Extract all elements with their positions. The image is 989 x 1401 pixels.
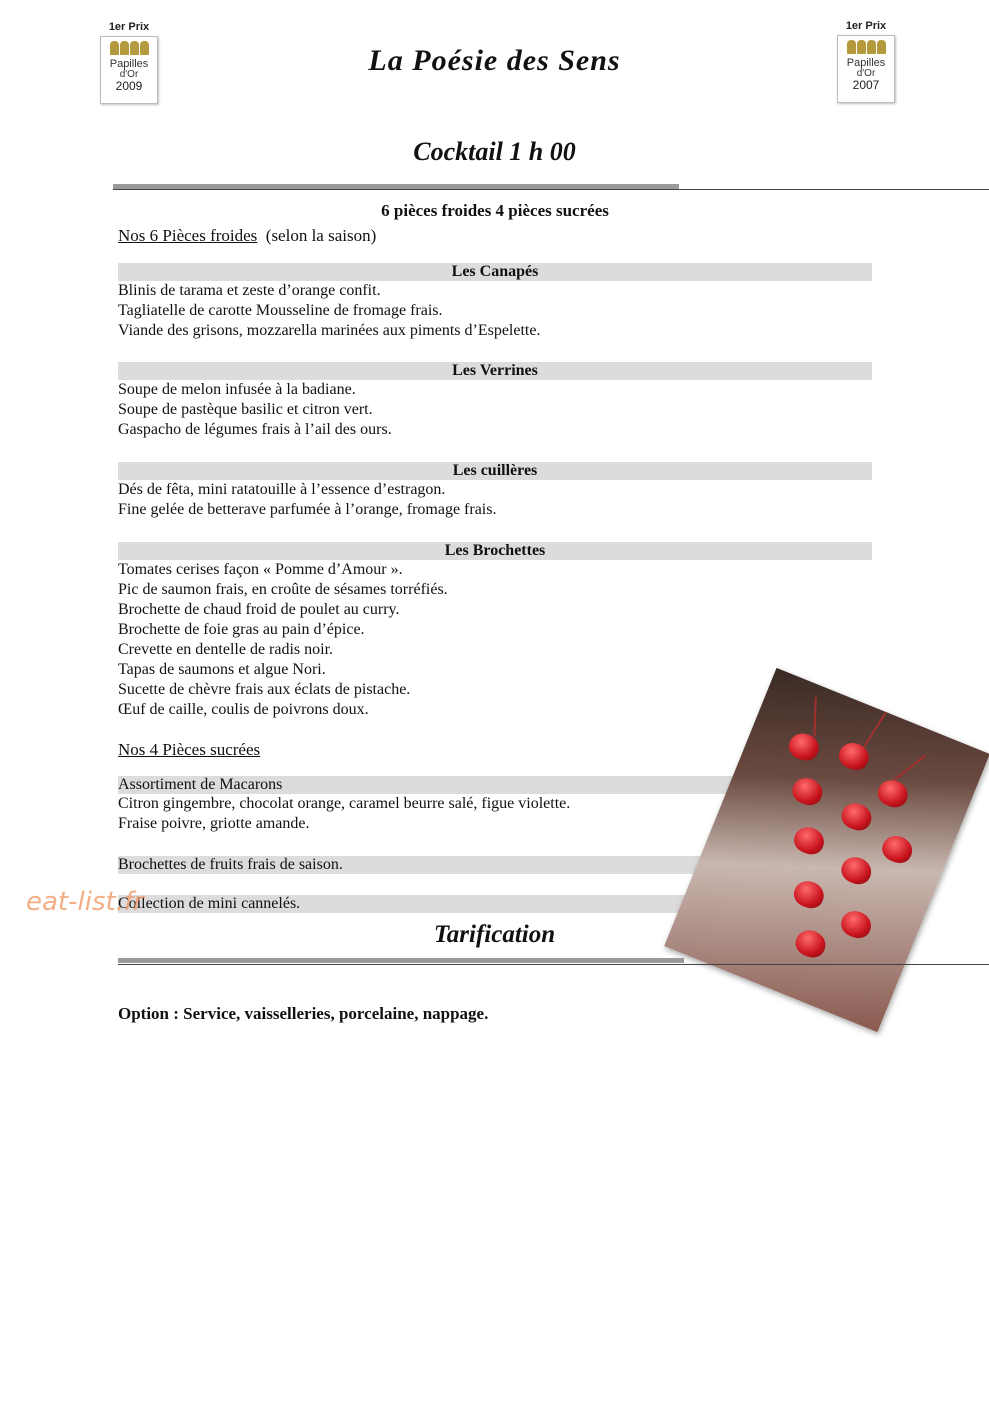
- section-brochettes: [118, 542, 872, 720]
- section-title: Les Canapés: [118, 263, 872, 281]
- cold-heading-text: Nos 6 Pièces froides: [118, 226, 258, 245]
- menu-item: Blinis de tarama et zeste d’orange confit.: [118, 282, 381, 299]
- menu-item: Tomates cerises façon « Pomme d’Amour ».: [118, 561, 403, 578]
- award-prix-label: 1er Prix: [108, 21, 150, 33]
- brand-title: La Poésie des Sens: [368, 44, 621, 77]
- section-cuilleres: [118, 462, 872, 520]
- menu-item: Sucette de chèvre frais aux éclats de pistache.: [118, 681, 411, 698]
- tarification-rule-thin: [118, 964, 989, 965]
- section-canapes: [118, 263, 872, 341]
- menu-item: Tagliatelle de carotte Mousseline de fromage frais.: [118, 302, 443, 319]
- menu-item: Gaspacho de légumes frais à l’ail des ours.: [118, 421, 392, 438]
- section-verrines: [118, 362, 872, 440]
- section-title: Assortiment de Macarons: [118, 776, 872, 794]
- menu-item: Fine gelée de betterave parfumée à l’orange, fromage frais.: [118, 501, 497, 518]
- award-name: Papilles: [109, 58, 149, 70]
- menu-item: Œuf de caille, coulis de poivrons doux.: [118, 701, 369, 718]
- section-title: Brochettes de fruits frais de saison.: [118, 856, 872, 874]
- pieces-summary: 6 pièces froides 4 pièces sucrées: [381, 201, 609, 220]
- award-year: 2007: [852, 78, 880, 92]
- menu-item: Viande des grisons, mozzarella marinées aux piments d’Espelette.: [118, 322, 541, 339]
- menu-item: Crevette en dentelle de radis noir.: [118, 641, 334, 658]
- title-rule-thin: [113, 189, 989, 190]
- section-title: Les cuillères: [118, 462, 872, 480]
- sweet-heading-text: Nos 4 Pièces sucrées: [118, 740, 261, 759]
- award-year: 2009: [115, 79, 143, 93]
- season-note: (selon la saison): [265, 226, 377, 245]
- menu-item: Soupe de melon infusée à la badiane.: [118, 381, 356, 398]
- section-title: Les Verrines: [118, 362, 872, 380]
- award-name: Papilles: [846, 57, 886, 69]
- menu-item: Citron gingembre, chocolat orange, caramel beurre salé, figue violette.: [118, 795, 571, 812]
- award-prix-label: 1er Prix: [845, 20, 887, 32]
- section-title: Collection de mini cannelés.: [118, 895, 872, 913]
- menu-item: Pic de saumon frais, en croûte de sésames torréfiés.: [118, 581, 448, 598]
- award-name-suffix: d'Or: [856, 68, 876, 79]
- award-name-suffix: d'Or: [119, 69, 139, 80]
- menu-title: Cocktail 1 h 00: [413, 137, 576, 166]
- menu-item: Tapas de saumons et algue Nori.: [118, 661, 326, 678]
- tarification-title: Tarification: [433, 921, 556, 948]
- cold-pieces-heading: [118, 226, 872, 246]
- option-text: Option : Service, vaisselleries, porcelaine, nappage.: [118, 1004, 489, 1023]
- watermark: eat-list.fr: [26, 887, 144, 917]
- tarification-rule-thick: [118, 958, 684, 963]
- section-title: Les Brochettes: [118, 542, 872, 560]
- menu-item: Soupe de pastèque basilic et citron vert.: [118, 401, 373, 418]
- menu-item: Dés de fêta, mini ratatouille à l’essence d’estragon.: [118, 481, 446, 498]
- strawberry-skewers-photo: [664, 668, 989, 1032]
- menu-item: Brochette de chaud froid de poulet au curry.: [118, 601, 400, 618]
- menu-item: Brochette de foie gras au pain d’épice.: [118, 621, 365, 638]
- menu-item: Fraise poivre, griotte amande.: [118, 815, 310, 832]
